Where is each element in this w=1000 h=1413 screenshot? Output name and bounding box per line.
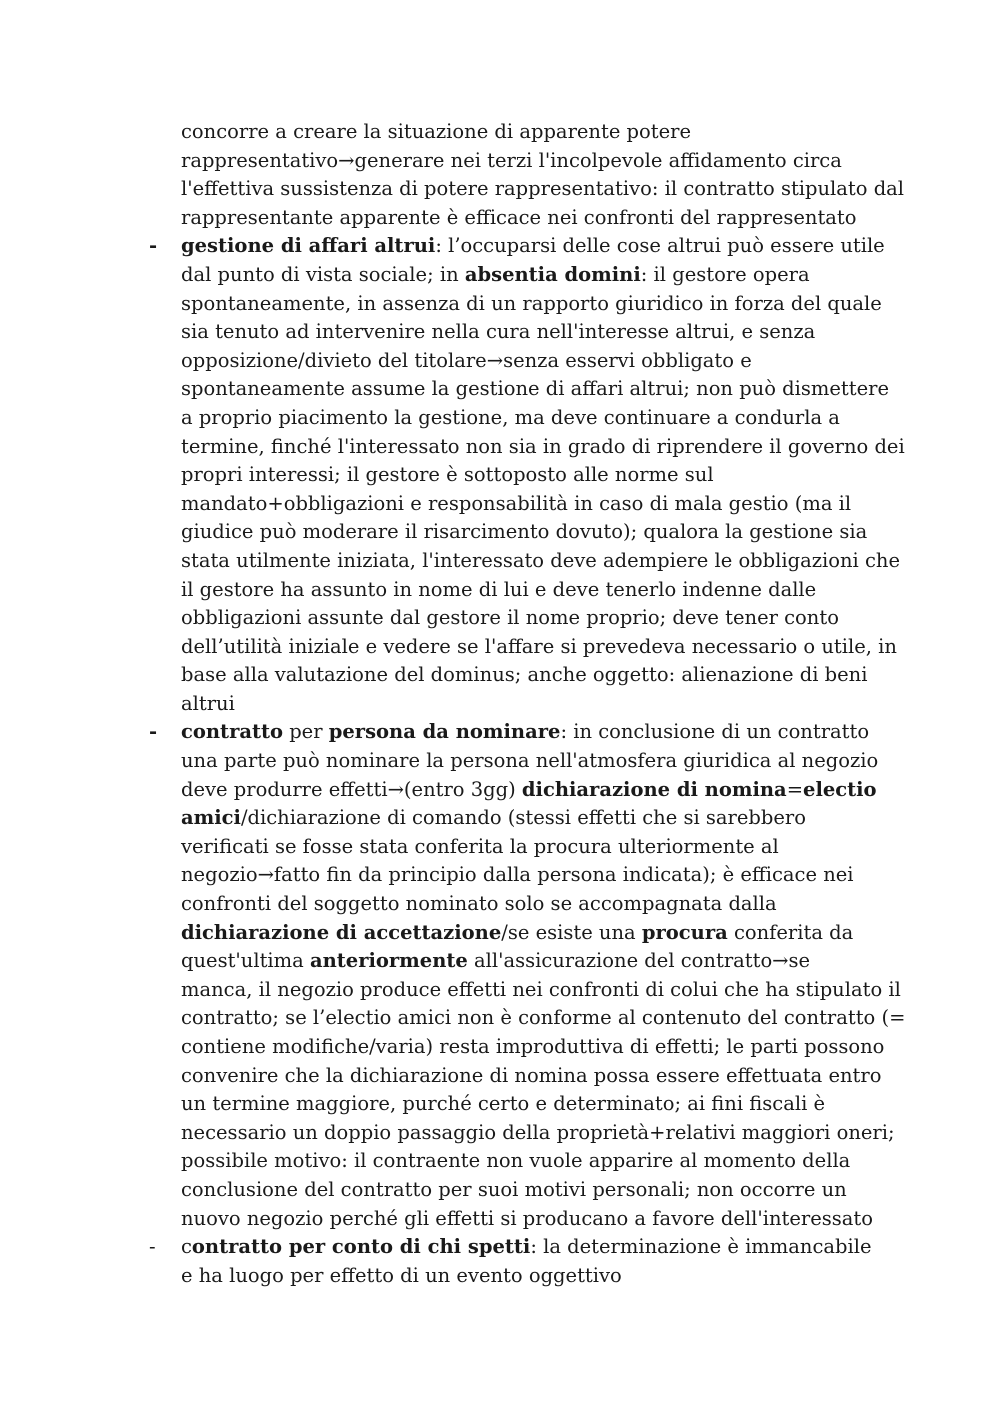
term-bold: absentia domini xyxy=(464,262,641,286)
term-bold: anteriormente xyxy=(309,949,468,973)
text-line: opposizione/divieto del titolare→senza esservi obbligato e xyxy=(181,348,752,372)
text-run: quest'ultima xyxy=(181,949,310,973)
text-line: spontaneamente, in assenza di un rapporto giuridico in forza del quale xyxy=(181,291,882,315)
text-line: il gestore ha assunto in nome di lui e deve tenerlo indenne dalle xyxy=(181,577,817,601)
text-line xyxy=(0,232,1000,261)
text-line: dell’utilità iniziale e vedere se l'affare si prevedeva necessario o utile, in xyxy=(181,634,897,658)
text-run: : la determinazione è immancabile xyxy=(530,1235,872,1259)
text-line: termine, finché l'interessato non sia in grado di riprendere il governo dei xyxy=(181,434,905,458)
term-bold: amici xyxy=(181,806,241,830)
text-line xyxy=(0,1233,1000,1262)
text-line: l'effettiva sussistenza di potere rappresentativo: il contratto stipulato dal xyxy=(181,177,905,201)
text-run: dal punto di vista sociale; in xyxy=(181,262,465,286)
text-line: concorre a creare la situazione di apparente potere xyxy=(181,120,692,143)
text-line: giudice può moderare il risarcimento dovuto); qualora la gestione sia xyxy=(181,520,868,544)
text-line: rappresentante apparente è efficace nei confronti del rappresentato xyxy=(181,205,857,229)
text-line xyxy=(0,890,1000,919)
term-bold: dichiarazione di nomina xyxy=(521,777,787,801)
text-line: propri interessi; il gestore è sottoposto alle norme sul xyxy=(181,463,714,487)
text-line xyxy=(0,947,1000,976)
bullet-dash: - xyxy=(149,1235,156,1259)
list-item-gestione-affari xyxy=(0,232,1000,718)
text-run: deve produrre effetti→(entro 3gg) xyxy=(181,777,522,801)
text-line: sia tenuto ad intervenire nella cura nell'interesse altrui, e senza xyxy=(181,320,816,344)
text-line: a proprio piacimento la gestione, ma deve continuare a condurla a xyxy=(181,405,840,429)
text-line xyxy=(0,919,1000,948)
text-line: possibile motivo: il contraente non vuole apparire al momento della xyxy=(181,1149,851,1173)
text-run: una parte può nominare la persona nell'atmosfera giuridica al negozio xyxy=(181,749,879,773)
list-item-conto-di-chi-spetti xyxy=(0,1233,1000,1290)
term-bold: ontratto per conto di chi spetti xyxy=(191,1235,531,1259)
text-run: confronti del soggetto nominato solo se accompagnata dalla xyxy=(181,892,777,916)
text-line: convenire che la dichiarazione di nomina possa essere effettuata entro xyxy=(181,1063,882,1087)
text-run: verificati se fosse stata conferita la procura ulteriormente al xyxy=(181,834,779,858)
list-item-persona-da-nominare xyxy=(0,718,1000,1233)
term-bold: contratto xyxy=(181,720,283,744)
text-line: e ha luogo per effetto di un evento oggettivo xyxy=(181,1263,622,1287)
text-line: rappresentativo→generare nei terzi l'incolpevole affidamento circa xyxy=(181,148,842,172)
text-run: : l’occuparsi delle cose altrui può essere utile xyxy=(435,234,885,258)
text-line: altrui xyxy=(181,691,235,715)
text-run: all'assicurazione del contratto→se xyxy=(467,949,811,973)
text-line: stata utilmente iniziata, l'interessato deve adempiere le obbligazioni che xyxy=(181,548,900,572)
bullet-dash: - xyxy=(149,234,158,258)
text-run: : in conclusione di un contratto xyxy=(560,720,870,744)
text-line xyxy=(0,776,1000,805)
text-run: = xyxy=(786,777,804,801)
bullet-dash: - xyxy=(149,720,158,744)
document-page xyxy=(0,118,1000,1290)
text-line: conclusione del contratto per suoi motivi personali; non occorre un xyxy=(181,1177,847,1201)
text-line: un termine maggiore, purché certo e determinato; ai fini fiscali è xyxy=(181,1092,826,1116)
intro-paragraph xyxy=(0,118,1000,232)
text-line: manca, il negozio produce effetti nei confronti di colui che ha stipulato il xyxy=(181,977,901,1001)
text-line: necessario un doppio passaggio della proprietà+relativi maggiori oneri; xyxy=(181,1120,895,1144)
text-run: c xyxy=(181,1235,192,1259)
text-line xyxy=(0,804,1000,833)
text-run: conferita da xyxy=(727,920,854,944)
term-bold: procura xyxy=(641,920,728,944)
text-run: : il gestore opera xyxy=(640,262,810,286)
text-line xyxy=(0,861,1000,890)
term-bold: gestione di affari altrui xyxy=(181,234,436,258)
text-line: base alla valutazione del dominus; anche oggetto: alienazione di beni xyxy=(181,663,868,687)
term-bold: persona da nominare xyxy=(328,720,561,744)
text-run: negozio→fatto fin da principio dalla persona indicata); è efficace nei xyxy=(181,863,854,887)
text-run: per xyxy=(283,720,329,744)
text-line xyxy=(0,747,1000,776)
text-line: contiene modifiche/varia) resta improduttiva di effetti; le parti possono xyxy=(181,1035,885,1058)
text-line: contratto; se l’electio amici non è conforme al contenuto del contratto (= xyxy=(181,1006,906,1030)
text-run: /dichiarazione di comando (stessi effetti che si sarebbero xyxy=(240,806,806,830)
text-line: nuovo negozio perché gli effetti si producano a favore dell'interessato xyxy=(181,1206,874,1230)
term-bold: electio xyxy=(803,777,877,801)
text-line xyxy=(0,833,1000,862)
text-line xyxy=(0,261,1000,290)
text-line: obbligazioni assunte dal gestore il nome proprio; deve tener conto xyxy=(181,606,839,630)
text-line xyxy=(0,718,1000,747)
text-line: spontaneamente assume la gestione di affari altrui; non può dismettere xyxy=(181,377,889,401)
term-bold: dichiarazione di accettazione xyxy=(181,920,502,944)
text-run: /se esiste una xyxy=(501,920,642,944)
text-line: mandato+obbligazioni e responsabilità in caso di mala gestio (ma il xyxy=(181,491,852,515)
